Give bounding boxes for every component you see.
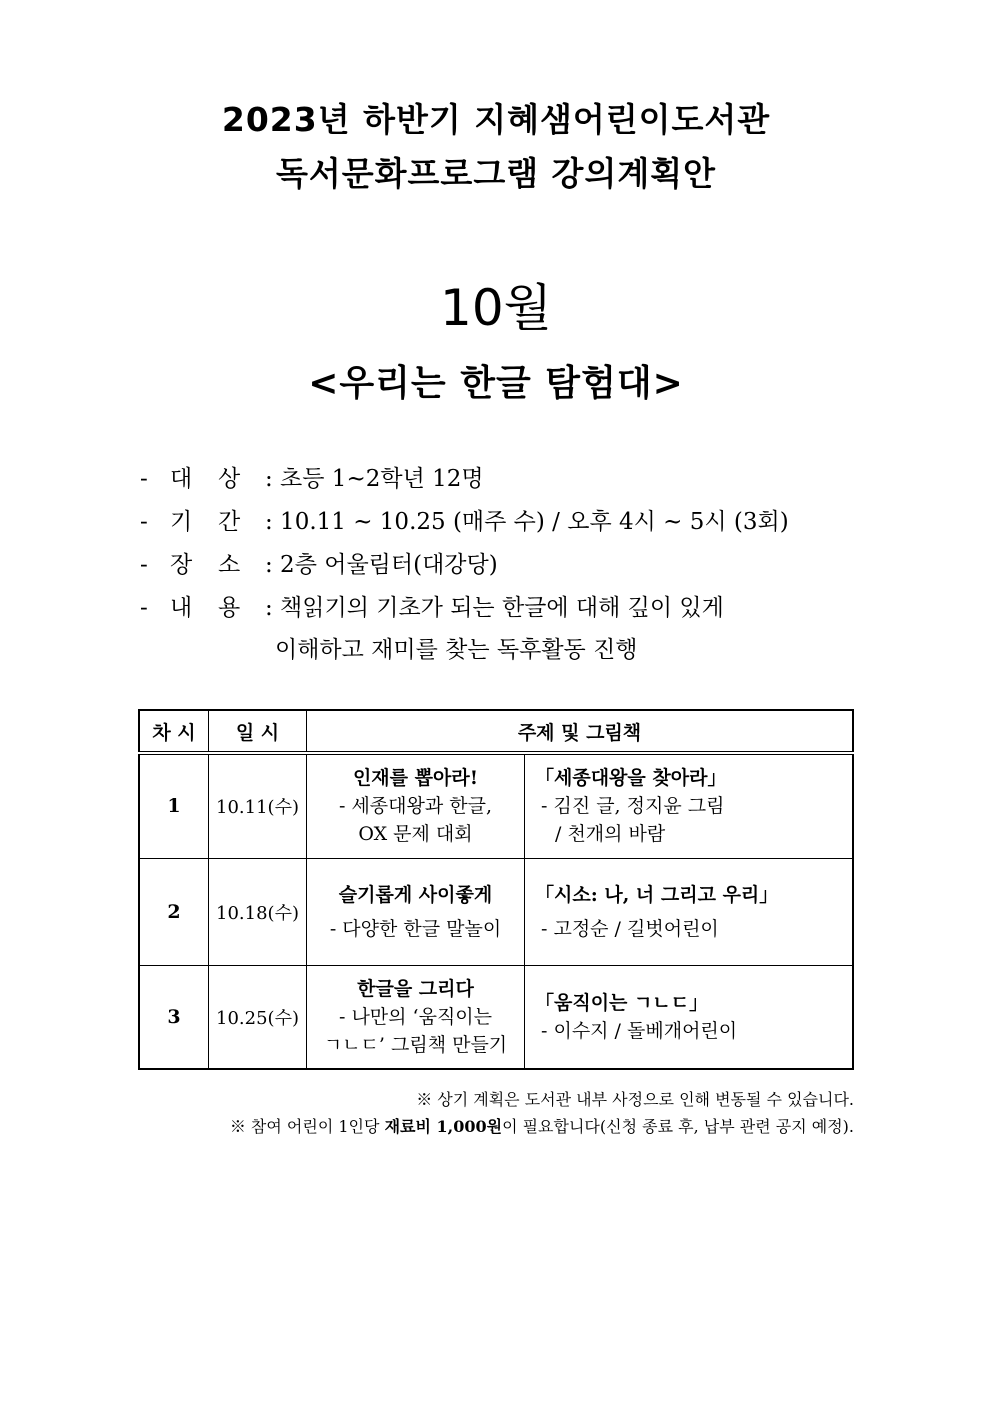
session-number: 3 [139,965,209,1069]
theme-desc-line1: - 나만의 ‘움직이는 [338,1005,493,1028]
book-title: 「세종대왕을 찾아라」 [535,767,727,790]
note-material-fee: ※ 참여 어린이 1인당 재료비 1,000원이 필요합니다(신청 종료 후, 납부 관련 공지 예정). [229,1117,854,1136]
info-value-period: : 10.11 ~ 10.25 (매주 수) / 오후 4시 ~ 5시 (3회) [265,509,789,535]
info-content [140,589,724,622]
info-key-place: 장 소 [170,552,241,578]
book-credit-line1: - 고정순 / 길벗어린이 [541,917,719,940]
theme-desc-line1: - 세종대왕과 한글, [338,795,493,818]
schedule-table [138,709,854,1070]
info-target [140,460,484,493]
info-value-content-line2: 이해하고 재미를 찾는 독후활동 진행 [275,637,638,663]
table-row [139,753,853,858]
session-date: 10.18(수) [209,858,307,965]
info-period [140,503,789,536]
info-key-target: 대 상 [170,466,241,492]
session-book [525,858,854,965]
session-date: 10.25(수) [209,965,307,1069]
info-value-target: : 초등 1~2학년 12명 [265,466,484,492]
header-topic-book: 주제 및 그림책 [307,710,854,753]
book-credit-line1: - 이수지 / 돌베개어린이 [541,1019,738,1042]
bullet-dash: - [140,595,148,621]
book-title: 「시소: 나, 너 그리고 우리」 [535,883,779,906]
session-number: 1 [139,753,209,858]
header-session: 차 시 [139,710,209,753]
session-date: 10.11(수) [209,753,307,858]
bullet-dash: - [140,466,148,492]
info-place [140,546,498,579]
info-key-content: 내 용 [170,595,241,621]
session-theme [307,858,525,965]
document-title-line2: 독서문화프로그램 강의계획안 [276,154,716,193]
book-credit-line2: / 천개의 바람 [555,823,666,846]
session-theme [307,753,525,858]
session-number: 2 [139,858,209,965]
theme-title: 한글을 그리다 [357,977,474,1000]
theme-desc-line1: - 다양한 한글 말놀이 [329,917,502,940]
month-heading: 10월 [440,279,552,337]
header-date: 일 시 [209,710,307,753]
theme-title: 인재를 뽑아라! [352,767,479,790]
material-fee-highlight: 재료비 1,000원 [384,1117,503,1136]
theme-desc-line2: ㄱㄴㄷ’ 그림책 만들기 [323,1033,508,1056]
info-key-period: 기 간 [170,509,241,535]
table-header-row [139,710,853,753]
table-row [139,965,853,1069]
document-title-line1: 2023년 하반기 지혜샘어린이도서관 [221,100,771,139]
book-title: 「움직이는 ㄱㄴㄷ」 [535,991,709,1014]
theme-desc-line2: OX 문제 대회 [358,823,473,846]
program-title: <우리는 한글 탐험대> [308,363,684,404]
note-schedule-change: ※ 상기 계획은 도서관 내부 사정으로 인해 변동될 수 있습니다. [416,1090,854,1109]
session-book [525,753,854,858]
table-row [139,858,853,965]
session-theme [307,965,525,1069]
bullet-dash: - [140,552,148,578]
info-value-content-line1: : 책읽기의 기초가 되는 한글에 대해 깊이 있게 [265,595,724,621]
theme-title: 슬기롭게 사이좋게 [338,883,493,906]
info-value-place: : 2층 어울림터(대강당) [265,552,498,578]
bullet-dash: - [140,509,148,535]
session-book [525,965,854,1069]
book-credit-line1: - 김진 글, 정지윤 그림 [541,795,725,818]
